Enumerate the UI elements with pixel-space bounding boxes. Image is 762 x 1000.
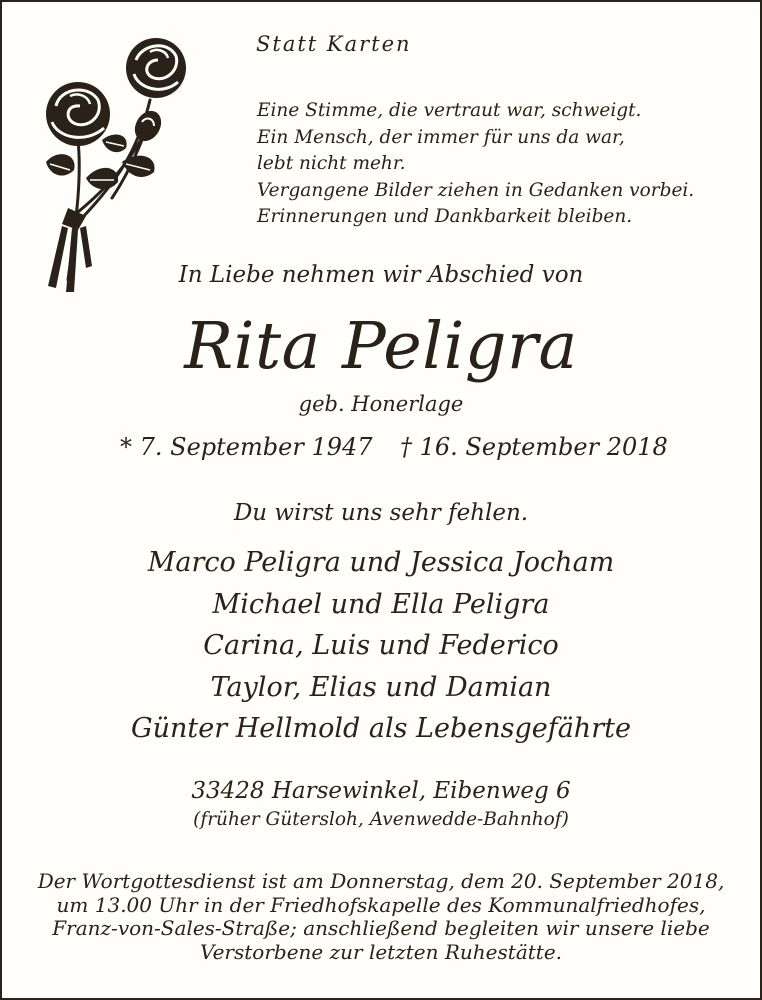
service-line: um 13.00 Uhr in der Friedhofskapelle des Kommunalfriedhofes, <box>56 892 706 917</box>
service-line: Der Wortgottesdienst ist am Donnerstag, dem 20. September 2018, <box>37 869 725 893</box>
intro-line: In Liebe nehmen wir Abschied von <box>178 262 584 288</box>
former-address: (früher Gütersloh, Avenwedde-Bahnhof) <box>193 809 569 830</box>
service-line: Franz-von-Sales-Straße; anschließend begleiten wir unsere liebe <box>52 916 710 940</box>
service-info <box>2 870 760 964</box>
mourner-line: Günter Hellmold als Lebensgefährte <box>131 713 631 744</box>
poem-line: Eine Stimme, die vertraut war, schweigt. <box>257 100 642 121</box>
mourner-line: Michael und Ella Peligra <box>212 588 550 620</box>
poem-line: lebt nicht mehr. <box>257 153 406 175</box>
mourner-line: Marco Peligra und Jessica Jocham <box>147 547 615 578</box>
address-line: 33428 Harsewinkel, Eibenweg 6 <box>191 778 571 804</box>
poem-line: Ein Mensch, der immer für uns da war, <box>257 126 625 148</box>
deceased-name: Rita Peligra <box>184 309 578 384</box>
death-date: † 16. September 2018 <box>400 433 668 461</box>
birth-date: * 7. September 1947 <box>120 433 373 461</box>
poem <box>257 98 694 231</box>
roses-illustration <box>38 30 198 292</box>
birth-name: geb. Honerlage <box>298 392 464 416</box>
closing-line: Du wirst uns sehr fehlen. <box>233 500 529 526</box>
mourner-line: Taylor, Elias und Damian <box>210 671 552 703</box>
poem-line: Erinnerungen und Dankbarkeit bleiben. <box>257 206 633 228</box>
header-title: Statt Karten <box>256 32 412 56</box>
poem-line: Vergangene Bilder ziehen in Gedanken vorbei. <box>257 179 695 201</box>
mourner-line: Carina, Luis und Federico <box>203 630 559 661</box>
service-line: Verstorbene zur letzten Ruhestätte. <box>199 939 563 964</box>
mourners-list <box>2 542 760 750</box>
